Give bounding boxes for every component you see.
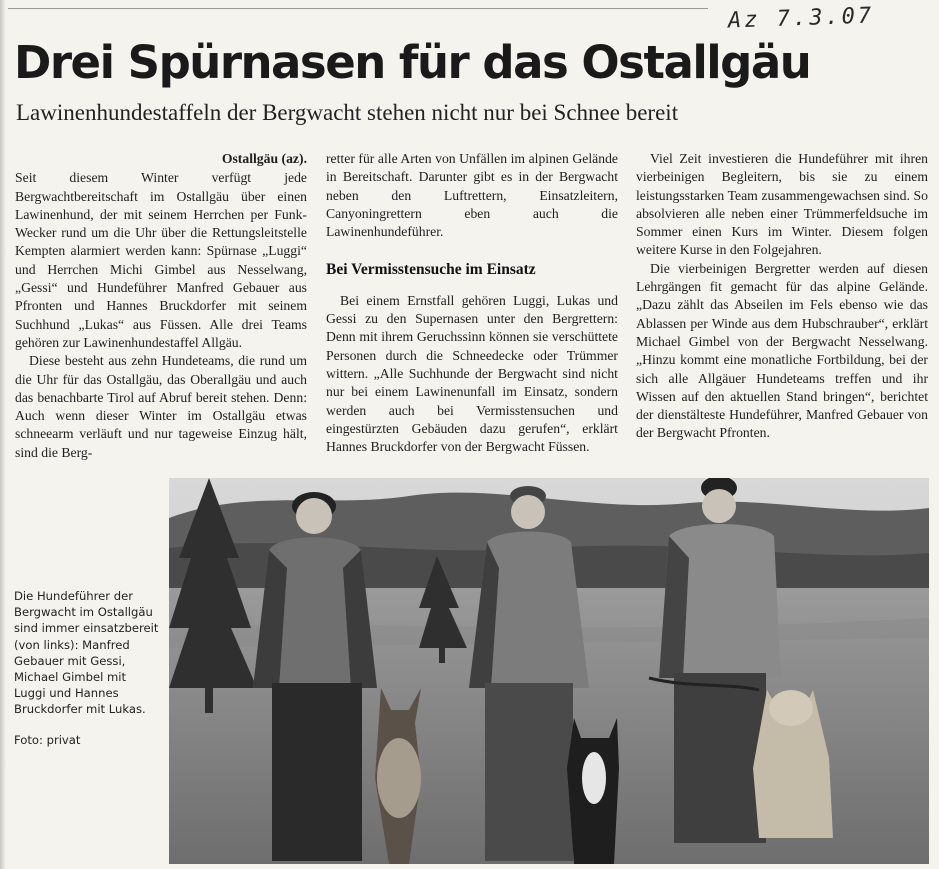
paragraph: Viel Zeit investieren die Hundeführer mit ihren vierbeinigen Begleitern, bis sie zu einem leistungsstarken Team zusammengewachsen sind. So absolvieren alle neben einer Trümmerfeldsuche im Sommer einen Kurs im Winter. Diesem folgen weitere Kurse in den Folgejahren. [636, 151, 928, 258]
article-photo [169, 478, 929, 864]
paragraph: Die vierbeinigen Bergretter werden auf diesen Lehrgängen fit gemacht für das alpine Gelände. „Dazu zählt das Abseilen im Fels ebenso wie das Ablassen per Winde aus dem Hubschrauber“, erklärt Michael Gimbel von der Bergwacht Nesselwang. „Hinzu kommt eine monatliche Fortbildung, bei der sich alle Allgäuer Hundeteams treffen und ihr Wissen auf den aktuellen Stand bringen“, berichtet der dienstälteste Hundeführer, Manfred Gebauer von der Bergwacht Pfronten. [636, 260, 928, 441]
article-headline: Drei Spürnasen für das Ostallgäu [14, 36, 811, 89]
article-column-1 [15, 150, 307, 462]
page-edge-shadow [0, 0, 6, 869]
top-rule [8, 8, 708, 9]
handwritten-date-note: Az 7.3.07 [727, 3, 875, 34]
paragraph: Bei einem Ernstfall gehören Luggi, Lukas und Gessi zu den Supernasen unter den Bergrettern: Denn mit ihrem Geruchssinn können sie verschüttete Personen durch die Schneedecke oder Trümmer wittern. „Alle Suchhunde der Bergwacht sind nicht nur bei einem Lawinenunfall im Einsatz, sondern werden auch bei Vermisstensuchen und eingestürzten Gebäuden dazu gerufen“, erklärt Hannes Bruckdorfer von der Bergwacht Füssen. [326, 292, 618, 455]
paragraph: Seit diesem Winter verfügt jede Bergwachtbereitschaft im Ostallgäu über einen Lawinenhund, der mit seinem Herrchen per Funk-Wecker rund um die Uhr über die Rettungsleitstelle Kempten alarmiert werden kann: Spürnase „Luggi“ und Herrchen Michi Gimbel aus Nesselwang, „Gessi“ und Hundeführer Manfred Gebauer aus Pfronten und Hannes Bruckdorfer mit seinem Suchhund „Lukas“ aus Füssen. Alle drei Teams gehören zur Lawinenhundestaffel Allgäu. [15, 170, 307, 350]
paragraph: Diese besteht aus zehn Hundeteams, die rund um die Uhr für das Ostallgäu, das Oberallgäu und auch das benachbarte Tirol auf Abruf bereit stehen. Denn: Auch wenn dieser Winter im Ostallgäu etwas schneearm verläuft und nur tageweise Einzug hält, sind die Berg- [15, 353, 307, 460]
caption-text: Die Hundeführer der Bergwacht im Ostallgäu sind immer einsatzbereit (von links): Manfred Gebauer mit Gessi, Michael Gimbel mit Luggi und Hannes Bruckdorfer mit Lukas. [14, 589, 159, 717]
photo-caption [14, 588, 159, 748]
photo-credit: Foto: privat [14, 732, 81, 747]
dog-border-collie [567, 718, 619, 864]
photo-illustration [169, 478, 929, 864]
article-subheadline: Lawinenhundestaffeln der Bergwacht stehen nicht nur bei Schnee bereit [16, 100, 679, 125]
article-column-3 [636, 150, 928, 443]
dateline: Ostallgäu (az). [221, 151, 307, 166]
article-column-2 [326, 150, 618, 456]
paragraph: retter für alle Arten von Unfällen im alpinen Gelände in Bereitschaft. Darunter gibt es in der Bergwacht neben den Luftrettern, Einsatzleitern, Canyoningrettern eben auch die Lawinenhundeführer. [326, 151, 618, 240]
section-subheading: Bei Vermisstensuche im Einsatz [326, 261, 536, 279]
